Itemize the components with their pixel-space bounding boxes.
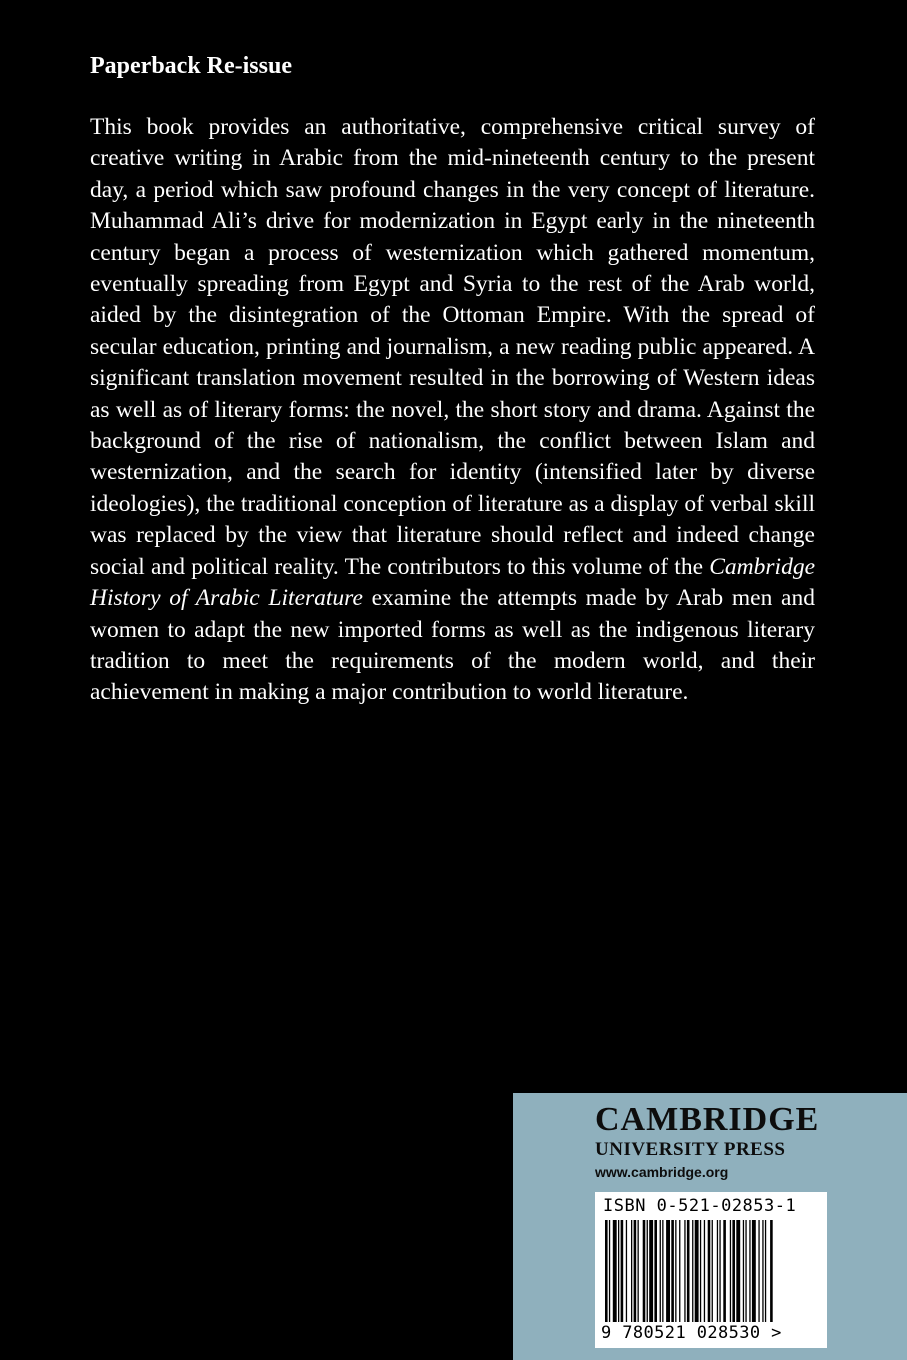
heading-paperback-reissue: Paperback Re-issue [90, 53, 292, 79]
isbn-label: ISBN 0-521-02853-1 [603, 1196, 797, 1216]
publisher-panel [513, 1093, 907, 1360]
barcode-box [595, 1192, 827, 1348]
description-part-1: This book provides an authoritative, comprehensive critical survey of creative writing in Arabic from the mid-nineteenth century to the present day, a period which saw profound changes in the very concept of literature. Muhammad Ali’s drive for modernization in Egypt early in the nineteenth century began a process of westernization which gathered momentum, eventually spreading from Egypt and Syria to the rest of the Arab world, aided by the disintegration of the Ottoman Empire. With the spread of secular education, printing and journalism, a new reading public appeared. A significant translation movement resulted in the borrowing of Western ideas as well as of literary forms: the novel, the short story and drama. Against the background of the rise of nationalism, the conflict between Islam and westernization, and the search for identity (intensified later by diverse ideologies), the traditional conception of literature as a display of verbal skill was replaced by the view that literature should reflect and indeed change social and political reality. The contributors to this volume of the [90, 114, 815, 580]
book-description [90, 112, 815, 709]
ean-digits: 9 780521 028530 > [601, 1323, 782, 1343]
publisher-name: CAMBRIDGE [595, 1101, 820, 1138]
description-part-2: examine the attempts made by Arab men and women to adapt the new imported forms as well as the indigenous literary tradition to meet the requirements of the modern world, and their achievement in making a major contribution to world literature. [90, 585, 815, 706]
publisher-subtitle: UNIVERSITY PRESS [595, 1139, 786, 1160]
series-title-italic: Cambridge History of Arabic Literature [90, 553, 815, 612]
publisher-website: www.cambridge.org [595, 1164, 729, 1180]
